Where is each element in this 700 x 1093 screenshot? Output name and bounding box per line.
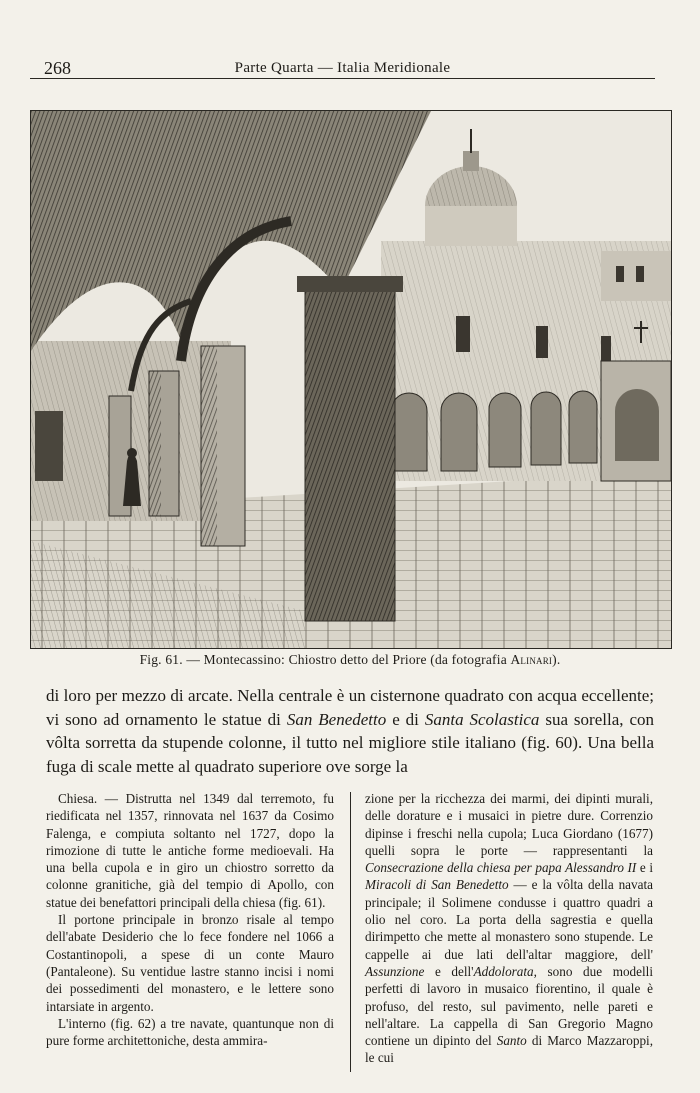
lead-italic: San Benedetto bbox=[286, 709, 387, 729]
caption-text: Fig. 61. — Montecassino: Chiostro detto del Priore (da fotografia bbox=[139, 652, 511, 667]
paragraph: Il portone principale in bronzo risale al tempo dell'abate Desiderio che lo fece fondere nel 1066 a Costantinopoli, a spese di un conte Mauro (Pantaleone). Su ventidue lastre stanno incisi i nomi dei possedimenti del monastero, e le lettere sono intarsiate in argento. bbox=[46, 912, 334, 1014]
body-text: di Marco Mazzaroppi, le cui bbox=[365, 1033, 653, 1066]
caption-credit: Alinari bbox=[510, 652, 553, 667]
body-text: e dell' bbox=[424, 963, 474, 979]
running-head: Parte Quarta — Italia Meridionale bbox=[234, 60, 451, 76]
body-text: zione per la ricchezza dei marmi, dei dipinti murali, delle dorature e i musaici in pietre dure. Correnzio dipinse i freschi nella cupola; Luca Giordano (1677) quelli sopra le porte — rappresentanti la bbox=[365, 791, 653, 858]
paragraph bbox=[365, 790, 653, 1067]
page-number: 268 bbox=[44, 58, 71, 78]
paragraph: L'interno (fig. 62) a tre navate, quantunque non di pure forme architettoniche, desta ammira- bbox=[46, 1015, 334, 1049]
body-italic: Assunzione bbox=[365, 963, 425, 979]
body-text: , sono due modelli perfetti di lavoro in musaico fiorentino, il quale è profuso, del resto, sul pavimento, nelle pareti e nell'altare. La cappella di San Gregorio Magno contiene un dipinto del bbox=[365, 963, 653, 1049]
two-column-body bbox=[46, 790, 654, 1080]
lead-text: e di bbox=[386, 709, 425, 729]
lead-paragraph bbox=[46, 684, 654, 778]
column-divider bbox=[350, 792, 351, 1072]
body-italic: Addolorata bbox=[473, 963, 534, 979]
body-text: — e la vôlta della navata principale; il Solimene condusse i quattro quadri a olio nel coro. La porta della sagrestia e quella dirimpetto che mette al monastero sono stupende. Le cappelle ai due lati dell'altar maggiore, dell' bbox=[365, 877, 653, 962]
cloister-engraving bbox=[31, 111, 671, 648]
page-header bbox=[30, 56, 655, 79]
engraving-figure bbox=[30, 110, 672, 649]
lead-text: sua sorella, con vôlta sorretta da stupende colonne, il tutto nel migliore stile italiano (fig. 60). Una bella fuga di scale mette al quadrato superiore ove sorge la bbox=[46, 709, 654, 776]
figure-caption bbox=[30, 652, 670, 668]
caption-end: ). bbox=[552, 652, 561, 667]
body-text: e i bbox=[636, 860, 653, 876]
left-column bbox=[46, 790, 334, 1049]
body-italic: Miracoli di San Benedetto bbox=[365, 877, 509, 893]
paragraph: Chiesa. — Distrutta nel 1349 dal terremoto, fu riedificata nel 1357, rinnovata nel 1637 da Cosimo Falenga, e compiuta soltanto nel 1727, dopo la rimozione di tutte le antiche forme medioevali. Ha una bella cupola e in giro un chiostro sorretto da colonne granitiche, già del tempio di Apollo, con statue dei benefattori principali della chiesa (fig. 61). bbox=[46, 791, 334, 910]
body-italic: Santo bbox=[496, 1033, 527, 1049]
right-column bbox=[365, 790, 653, 1067]
lead-italic: Santa Scolastica bbox=[424, 709, 540, 729]
body-italic: Consecrazione della chiesa per papa Alessandro II bbox=[365, 860, 637, 876]
lead-text: di loro per mezzo di arcate. Nella centrale è un cisternone quadrato con acqua eccellente; vi sono ad ornamento le statue di bbox=[46, 686, 654, 729]
